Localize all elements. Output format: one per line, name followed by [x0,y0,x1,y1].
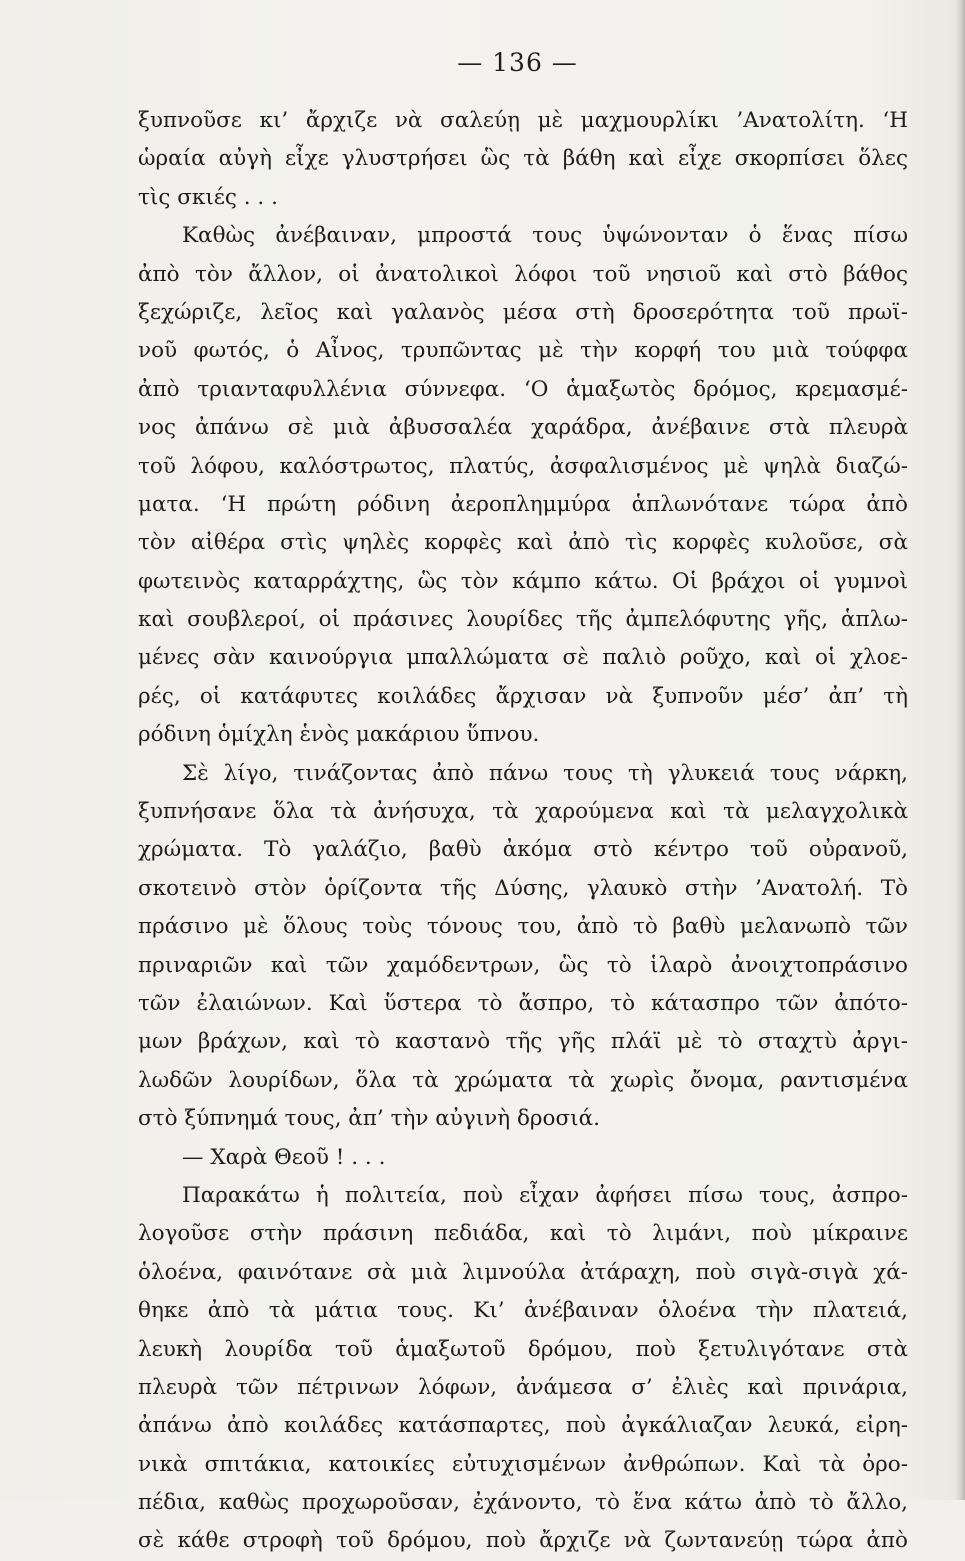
text-line: Παρακάτω ἡ πολιτεία, ποὺ εἶχαν ἀφήσει πίσω τους, ἀσπρο- [182,1182,908,1208]
text-line: — Χαρὰ Θεοῦ ! . . . [182,1144,386,1170]
text-line: τοῦ λόφου, καλόστρωτος, πλατύς, ἀσφαλισμένος μὲ ψηλὰ διαζώ- [138,453,908,479]
text-line: πράσινο μὲ ὅλους τοὺς τόνους του, ἀπὸ τὸ βαθὺ μελανωπὸ τῶν [138,914,908,940]
text-line: θηκε ἀπὸ τὰ μάτια τους. Κι’ ἀνέβαιναν ὁλοένα τὴν πλατειά, [138,1298,908,1324]
text-line: λογοῦσε στὴν πράσινη πεδιάδα, καὶ τὸ λιμάνι, ποὺ μίκραινε [138,1221,908,1247]
text-line: Σὲ λίγο, τινάζοντας ἀπὸ πάνω τους τὴ γλυκειά τους νάρκη, [182,760,908,786]
text-line: χρώματα. Τὸ γαλάζιο, βαθὺ ἀκόμα στὸ κέντρο τοῦ οὐρανοῦ, [138,837,908,863]
text-line: μένες σὰν καινούργια μπαλλώματα σὲ παλιὸ ροῦχο, καὶ οἱ χλοε- [138,645,908,671]
text-line: τῶν ἐλαιώνων. Καὶ ὕστερα τὸ ἄσπρο, τὸ κάτασπρο τῶν ἀπότο- [138,990,908,1016]
page-number: — 136 — [457,48,578,77]
text-line: σκοτεινὸ στὸν ὁρίζοντα τῆς Δύσης, γλαυκὸ στὴν ’Ανατολή. Τὸ [138,875,908,901]
text-line: νος ἀπάνω σὲ μιὰ ἀβυσσαλέα χαράδρα, ἀνέβαινε στὰ πλευρὰ [138,415,908,441]
text-line: ξεχώριζε, λεῖος καὶ γαλανὸς μέσα στὴ δροσερότητα τοῦ πρωϊ- [138,299,908,325]
text-line: στὸ ξύπνημά τους, ἀπ’ τὴν αὐγινὴ δροσιά. [138,1106,600,1132]
text-line: μων βράχων, καὶ τὸ καστανὸ τῆς γῆς πλάϊ μὲ τὸ σταχτὺ ἀργι- [138,1029,908,1055]
text-line: ὡραία αὐγὴ εἶχε γλυστρήσει ὣς τὰ βάθη καὶ εἶχε σκορπίσει ὅλες [138,146,908,172]
text-line: πλευρὰ τῶν πέτρινων λόφων, ἀνάμεσα σ’ ἐλιὲς καὶ πρινάρια, [138,1374,908,1400]
text-line: καὶ σουβλεροί, οἱ πράσινες λουρίδες τῆς ἀμπελόφυτης γῆς, ἁπλω- [138,607,908,633]
text-line: νικὰ σπιτάκια, κατοικίες εὐτυχισμένων ἀνθρώπων. Καὶ τὰ ὀρο- [138,1451,908,1477]
text-line: ἀπὸ τὸν ἄλλον, οἱ ἀνατολικοὶ λόφοι τοῦ νησιοῦ καὶ στὸ βάθος [138,261,908,287]
text-line: πέδια, καθὼς προχωροῦσαν, ἐχάνοντο, τὸ ἕνα κάτω ἀπὸ τὸ ἄλλο, [138,1490,908,1516]
text-line: ματα. ‘Η πρώτη ρόδινη ἀεροπλημμύρα ἁπλωνότανε τώρα ἀπὸ [138,491,908,517]
text-line: ρόδινη ὁμίχλη ἑνὸς μακάριου ὕπνου. [138,722,540,748]
text-line: ἀπὸ τριανταφυλλένια σύννεφα. ‘Ο ἁμαξωτὸς δρόμος, κρεμασμέ- [138,376,908,402]
text-line: τὸν αἰθέρα στὶς ψηλὲς κορφὲς καὶ ἀπὸ τὶς κορφὲς κυλοῦσε, σὰ [138,530,908,556]
text-line: ὁλοένα, φαινότανε σὰ μιὰ λιμνούλα ἀτάραχη, ποὺ σιγὰ-σιγὰ χά- [138,1259,908,1285]
text-line: λευκὴ λουρίδα τοῦ ἁμαξωτοῦ δρόμου, ποὺ ξετυλιγότανε στὰ [138,1336,908,1362]
page-edge-shadow [955,0,965,1500]
text-line: Καθὼς ἀνέβαιναν, μπροστά τους ὑψώνονταν ὁ ἕνας πίσω [182,223,908,249]
text-line: τὶς σκιές . . . [138,184,278,210]
text-line: λωδῶν λουρίδων, ὅλα τὰ χρώματα τὰ χωρὶς ὄνομα, ραντισμένα [138,1067,908,1093]
body-text [138,102,908,1561]
text-line: φωτεινὸς καταρράχτης, ὣς τὸν κάμπο κάτω. Οἱ βράχοι οἱ γυμνοὶ [138,568,908,594]
text-line: πριναριῶν καὶ τῶν χαμόδεντρων, ὣς τὸ ἱλαρὸ ἀνοιχτοπράσινο [138,952,908,978]
text-line: ξυπνήσανε ὅλα τὰ ἀνήσυχα, τὰ χαρούμενα καὶ τὰ μελαγχολικὰ [138,799,908,825]
text-line: ἀπάνω ἀπὸ κοιλάδες κατάσπαρτες, ποὺ ἀγκάλιαζαν λευκά, εἰρη- [138,1413,908,1439]
text-line: σὲ κάθε στροφὴ τοῦ δρόμου, ποὺ ἄρχιζε νὰ ζωντανεύῃ τώρα ἀπὸ [138,1528,908,1554]
text-line: νοῦ φωτός, ὁ Αἶνος, τρυπῶντας μὲ τὴν κορφή του μιὰ τούφφα [138,338,908,364]
text-line: ξυπνοῦσε κι’ ἄρχιζε νὰ σαλεύῃ μὲ μαχμουρλίκι ’Ανατολίτη. ‘Η [138,108,908,133]
text-line: ρές, οἱ κατάφυτες κοιλάδες ἄρχισαν νὰ ξυπνοῦν μέσ’ ἀπ’ τὴ [138,683,908,709]
